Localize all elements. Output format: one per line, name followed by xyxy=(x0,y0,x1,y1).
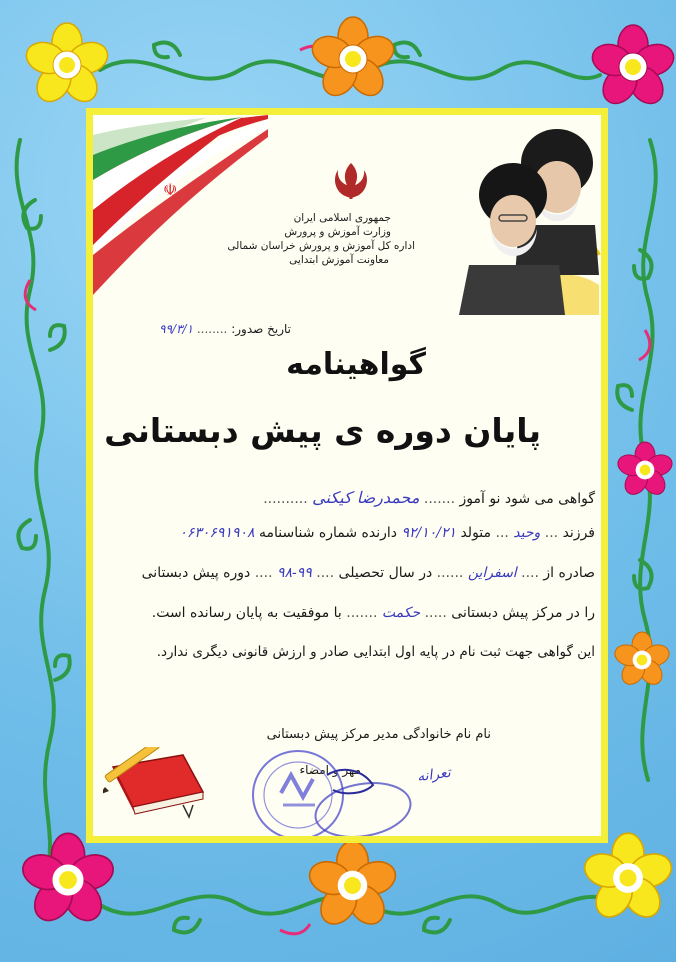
course-label: دوره پیش دبستانی xyxy=(141,565,251,581)
academic-year: ۹۹-۹۸ xyxy=(276,565,312,581)
body-line-student: گواهی می شود نو آموز ....... محمدرضا کیکنی .......... xyxy=(263,488,595,507)
center-name: حکمت xyxy=(381,605,421,621)
book-pencil-icon xyxy=(103,747,213,822)
issued-from: اسفراین xyxy=(467,565,517,581)
header-line-4: معاونت آموزش ابتدایی xyxy=(289,254,389,266)
center-label: را در مرکز پیش دبستانی xyxy=(451,605,595,621)
body-line-origin: صادره از .... اسفراین ...... در سال تحصیلی .... ۹۹-۹۸ .... دوره پیش دبستانی xyxy=(141,565,595,581)
born-label: متولد xyxy=(460,525,492,541)
child-label: فرزند xyxy=(562,525,595,541)
body-line-identity: فرزند ... وحید ... متولد ۹۲/۱۰/۲۱ دارنده شماره شناسنامه ۰۶۳۰۶۹۱۹۰۸ xyxy=(179,525,595,541)
iran-emblem-icon xyxy=(329,159,373,203)
header-line-3: اداره کل آموزش و پرورش خراسان شمالی xyxy=(227,240,415,252)
director-name-label: نام نام خانوادگی مدیر مرکز پیش دبستانی xyxy=(266,727,491,742)
portraits-image xyxy=(449,125,608,315)
flower-bottom-left-icon xyxy=(18,830,118,930)
flower-right-middle-icon xyxy=(615,440,675,500)
id-number: ۰۶۳۰۶۹۱۹۰۸ xyxy=(179,525,255,541)
issue-date-label: تاریخ صدور: xyxy=(231,322,291,336)
flower-bottom-center-icon xyxy=(305,838,400,933)
official-stamp-icon xyxy=(243,735,413,843)
flower-top-center-icon xyxy=(308,14,398,104)
issue-date-value: ۹۹/۳/۱ xyxy=(159,322,194,336)
seal-label: مهر و امضاء xyxy=(299,763,361,777)
birth-date: ۹۲/۱۰/۲۱ xyxy=(401,525,456,541)
issued-from-label: صادره از xyxy=(543,565,595,581)
header-line-2: وزارت آموزش و پرورش xyxy=(284,226,391,238)
student-label: گواهی می شود نو آموز xyxy=(459,491,595,507)
header-line-1: جمهوری اسلامی ایران xyxy=(293,212,391,224)
flower-bottom-right-icon xyxy=(580,830,676,926)
success-label: با موفقیت به پایان رسانده است. xyxy=(151,605,342,621)
issue-date-row: تاریخ صدور: ........ ۹۹/۳/۱ xyxy=(159,322,291,336)
certificate-subtitle: پایان دوره ی پیش دبستانی xyxy=(104,411,541,450)
svg-text:☫: ☫ xyxy=(163,180,178,199)
flower-top-right-icon xyxy=(588,22,676,112)
director-signature: تعرانه xyxy=(416,764,452,786)
body-line-center: را در مرکز پیش دبستانی ..... حکمت ....... با موفقیت به پایان رسانده است. xyxy=(151,605,595,621)
flower-right-lower-icon xyxy=(612,630,672,690)
student-name: محمدرضا کیکنی xyxy=(312,488,420,507)
academic-year-label: در سال تحصیلی xyxy=(338,565,433,581)
id-label: دارنده شماره شناسنامه xyxy=(258,525,397,541)
flower-top-left-icon xyxy=(22,20,112,110)
father-name: وحید xyxy=(513,525,541,541)
certificate-title: گواهینامه xyxy=(286,347,426,382)
iran-flag-icon xyxy=(93,115,268,295)
body-line-note: این گواهی جهت ثبت نام در پایه اول ابتدایی صادر و ارزش قانونی دیگری ندارد. xyxy=(156,644,595,660)
certificate-panel xyxy=(86,108,608,843)
